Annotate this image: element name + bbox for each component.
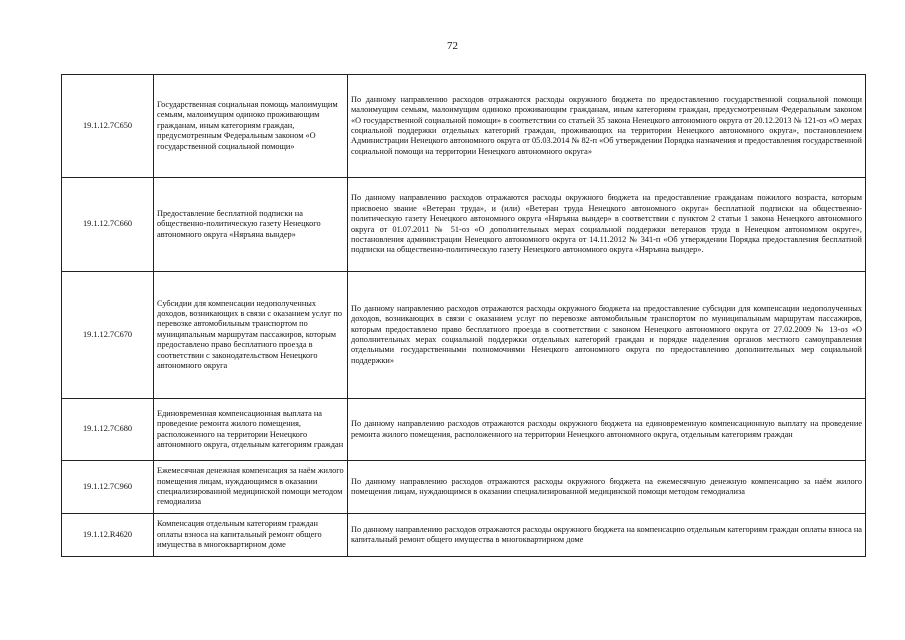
- table-row: [62, 272, 866, 399]
- row-description: [348, 272, 866, 399]
- row-description: [348, 461, 866, 514]
- table-row: [62, 461, 866, 514]
- row-description: [348, 514, 866, 557]
- row-code: 19.1.12.7С670: [62, 272, 154, 399]
- row-description-text: По данному направлению расходов отражаются расходы окружного бюджета на компенсацию отдельным категориям граждан оплаты взноса на капитальный ремонт общего имущества в многоквартирном доме: [351, 524, 862, 544]
- row-name-text: Государственная социальная помощь малоимущим семьям, малоимущим одиноко проживающим гражданам, иным категориям граждан, предусмотренным Федеральным законом «О государственной социальной помощи»: [157, 99, 338, 151]
- budget-classification-table: [61, 74, 866, 557]
- row-description-text: По данному направлению расходов отражаются расходы окружного бюджета на предоставление субсидии для компенсации недополученных доходов, возникающих в связи с оказанием услуг по перевозке автомобильным транспортом по муниципальным маршрутам пассажиров, которым предоставлено право бесплатного проезда в соответствии с законом Ненецкого автономного округа от 27.02.2009 № 13-оз «О дополнительных мерах социальной поддержки отдельных категорий граждан и порядке наделения органов местного самоуправления отдельными государственными полномочиями Ненецкого автономного округа по предоставлению дополнительных мер социальной поддержки»: [351, 303, 862, 365]
- row-name-text: Компенсация отдельным категориям граждан оплаты взноса на капитальный ремонт общего имущества в многоквартирном доме: [157, 519, 322, 550]
- row-name: [154, 75, 348, 178]
- row-description-text: По данному направлению расходов отражаются расходы окружного бюджета на ежемесячную денежную компенсацию за наём жилого помещения лицам, нуждающимся в оказании специализированной медицинской помощи методом гемодиализа: [351, 476, 862, 496]
- row-code: 19.1.12.7С660: [62, 178, 154, 272]
- row-name-text: Предоставление бесплатной подписки на общественно-политическую газету Ненецкого автономного округа «Няръяна вындер»: [157, 208, 321, 239]
- row-description: [348, 399, 866, 461]
- page-number: 72: [447, 40, 458, 52]
- row-name: [154, 514, 348, 557]
- row-name: [154, 272, 348, 399]
- row-name: [154, 399, 348, 461]
- row-code: 19.1.12.7С650: [62, 75, 154, 178]
- row-code: 19.1.12.7С680: [62, 399, 154, 461]
- row-code: 19.1.12.7С960: [62, 461, 154, 514]
- row-description-text: По данному направлению расходов отражаются расходы окружного бюджета по предоставлению государственной социальной помощи малоимущим семьям, малоимущим одиноко проживающим гражданам, иным категориям граждан, предусмотренным Федеральным законом «О государственной социальной помощи» в соответствии со статьей 35 закона Ненецкого автономного округа от 20.12.2013 № 121-оз «О мерах социальной поддержки отдельных категорий граждан, проживающих на территории Ненецкого автономного округа», постановлением Администрации Ненецкого автономного округа от 05.03.2014 № 82-п «Об утверждении Порядка назначения и предоставления государственной социальной помощи на территории Ненецкого автономного округа»: [351, 94, 862, 156]
- row-description: [348, 178, 866, 272]
- row-name-text: Ежемесячная денежная компенсация за наём жилого помещения лицам, нуждающимся в оказании специализированной медицинской помощи методом гемодиализа: [157, 466, 344, 507]
- row-name-text: Единовременная компенсационная выплата на проведение ремонта жилого помещения, расположенного на территории Ненецкого автономного округа, отдельным категориям граждан: [157, 408, 344, 449]
- table-row: [62, 178, 866, 272]
- row-name-text: Субсидии для компенсации недополученных доходов, возникающих в связи с оказанием услуг по перевозке автомобильным транспортом по муниципальным маршрутам пассажиров, которым предоставлено право бесплатного проезда в соответствии с законодательством Ненецкого автономного округа: [157, 298, 342, 371]
- row-description-text: По данному направлению расходов отражаются расходы окружного бюджета на единовременную компенсационную выплату на проведение ремонта жилого помещения, расположенного на территории Ненецкого автономного округа, отдельным категориям граждан: [351, 419, 862, 439]
- row-description-text: По данному направлению расходов отражаются расходы окружного бюджета на предоставление гражданам пожилого возраста, которым присвоено звание «Ветеран труда», и (или) «Ветеран труда Ненецкого автономного округа» бесплатной подписки на общественно-политическую газету Ненецкого автономного округа «Няръяна вындер» в соответствии с пунктом 2 статьи 1 закона Ненецкого автономного округа от 01.07.2011 № 51-оз «О дополнительных мерах социальной поддержки ветеранов труда в Ненецком автономном округе», постановления администрации Ненецкого автономного округа от 14.11.2012 № 341-п «Об утверждении Порядка предоставления бесплатной подписки на общественно-политическую газету Ненецкого автономного округа «Няръяна вындер».: [351, 193, 862, 255]
- row-code: 19.1.12.R4620: [62, 514, 154, 557]
- row-name: [154, 178, 348, 272]
- table-row: [62, 399, 866, 461]
- table-row: [62, 514, 866, 557]
- table-row: [62, 75, 866, 178]
- row-name: [154, 461, 348, 514]
- row-description: [348, 75, 866, 178]
